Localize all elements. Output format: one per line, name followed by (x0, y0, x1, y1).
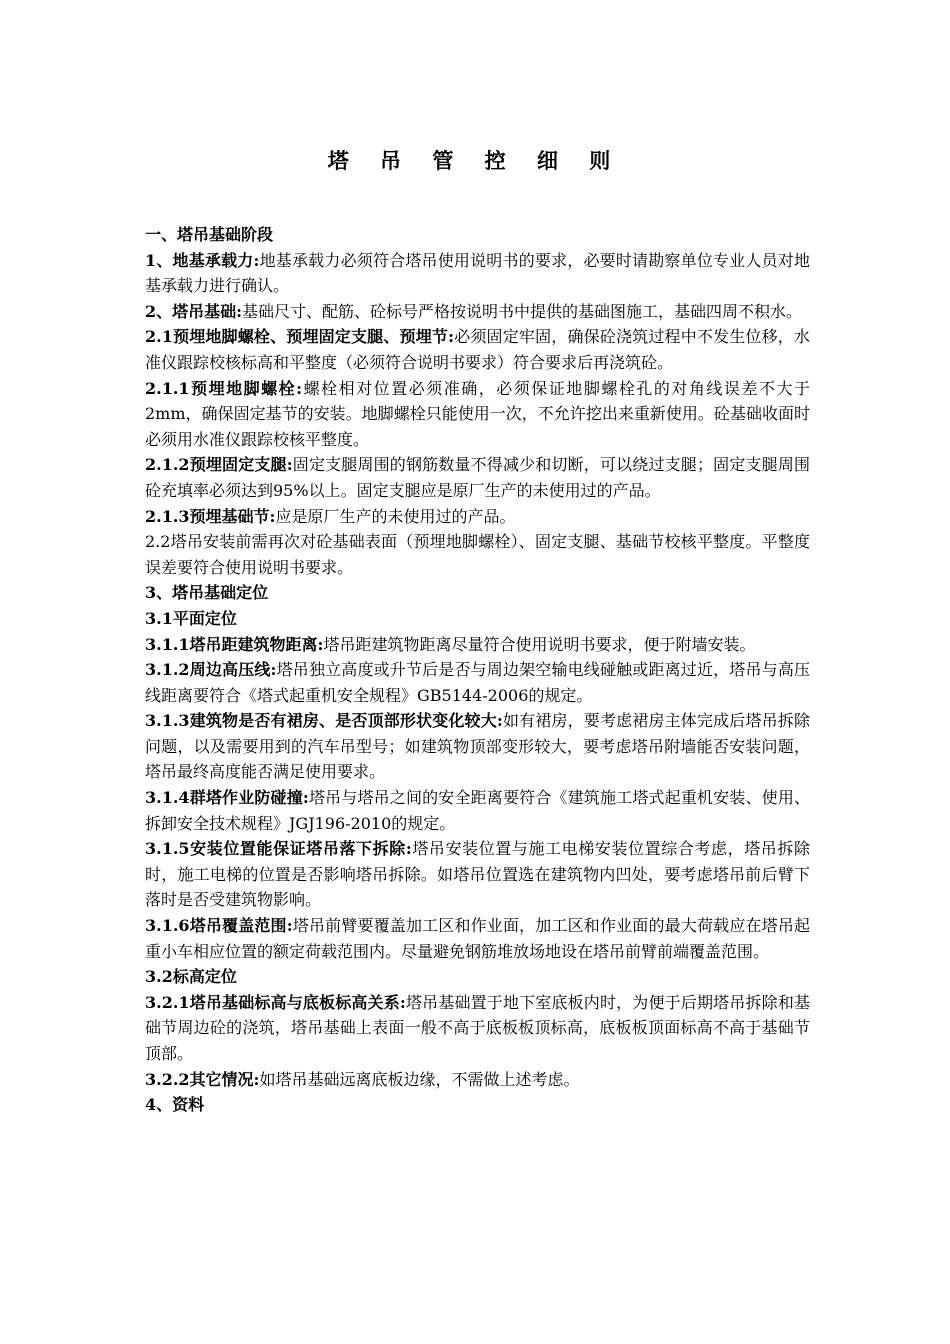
paragraph-text: 必须固定牢固，确保砼浇筑过程中不发生位移，水准仪跟踪校核标高和平整度（必须符合说明书要求）符合要求后再浇筑砼。 (145, 327, 810, 372)
paragraph-text: 2.2塔吊安装前需再次对砼基础表面（预埋地脚螺栓）、固定支腿、基础节校核平整度。平整度误差要符合使用说明书要求。 (145, 532, 810, 577)
paragraph-text: 塔吊基础置于地下室底板内时，为便于后期塔吊拆除和基础节周边砼的浇筑，塔吊基础上表面一般不高于底板板顶标高，底板板顶面标高不高于基础节顶部。 (145, 992, 810, 1063)
paragraph-heading: 3.1.5安装位置能保证塔吊落下拆除: (145, 839, 412, 859)
paragraph-heading: 3.1.3建筑物是否有裙房、是否顶部形状变化较大: (145, 711, 503, 731)
paragraph-3-1-5 (145, 836, 810, 913)
paragraph-2-1-2 (145, 452, 810, 503)
paragraph-1 (145, 248, 810, 299)
paragraph-section-4 (145, 1092, 810, 1118)
paragraph-text: 塔吊安装位置与施工电梯安装位置综合考虑，塔吊拆除时，施工电梯的位置是否影响塔吊拆除。如塔吊位置选在建筑物内凹处，要考虑塔吊前后臂下落时是否受建筑物影响。 (145, 839, 810, 910)
paragraph-text: 塔吊与塔吊之间的安全距离要符合《建筑施工塔式起重机安装、使用、拆卸安全技术规程》JGJ196-2010的规定。 (145, 788, 810, 833)
paragraph-text: 如有裙房，要考虑裙房主体完成后塔吊拆除问题，以及需要用到的汽车吊型号；如建筑物顶部变形较大，要考虑塔吊附墙能否安装问题，塔吊最终高度能否满足使用要求。 (145, 711, 810, 782)
paragraph-heading: 2.1.1预埋地脚螺栓: (145, 378, 303, 398)
paragraph-text: 地基承载力必须符合塔吊使用说明书的要求，必要时请勘察单位专业人员对地基承载力进行确认。 (145, 250, 810, 296)
paragraph-text: 固定支腿周围的钢筋数量不得减少和切断，可以绕过支腿；固定支腿周围砼充填率必须达到95%以上。固定支腿应是原厂生产的未使用过的产品。 (145, 455, 810, 500)
paragraph-heading: 3.1.6塔吊覆盖范围: (145, 916, 293, 936)
paragraph-heading: 3.2.1塔吊基础标高与底板标高关系: (145, 992, 406, 1012)
paragraph-heading: 3.1.1塔吊距建筑物距离: (145, 634, 324, 654)
paragraph-heading: 3.2.2其它情况: (145, 1069, 260, 1089)
paragraph-3-1-4 (145, 785, 810, 836)
paragraph-3-2-1 (145, 990, 810, 1067)
paragraph-text: 塔吊前臂要覆盖加工区和作业面，加工区和作业面的最大荷载应在塔吊起重小车相应位置的额定荷载范围内。尽量避免钢筋堆放场地设在塔吊前臂前端覆盖范围。 (145, 916, 810, 961)
paragraph-3-1-3 (145, 708, 810, 785)
paragraph-text: 基础尺寸、配筋、砼标号严格按说明书中提供的基础图施工，基础四周不积水。 (242, 301, 803, 321)
paragraph-3-1-2 (145, 657, 810, 708)
paragraph-heading: 3.2标高定位 (145, 967, 237, 987)
paragraph-text: 螺栓相对位置必须准确，必须保证地脚螺栓孔的对角线误差不大于2mm，确保固定基节的安装。地脚螺栓只能使用一次，不允许挖出来重新使用。砼基础收面时必须用水准仪跟踪校核平整度。 (145, 378, 810, 449)
document-title: 塔 吊 管 控 细 则 (327, 148, 623, 173)
paragraph-heading: 4、资料 (145, 1095, 205, 1115)
paragraph-heading: 3.1平面定位 (145, 608, 237, 628)
paragraph-text: 如塔吊基础远离底板边缘，不需做上述考虑。 (259, 1069, 580, 1089)
paragraph-heading: 一、塔吊基础阶段 (145, 225, 274, 244)
paragraph-heading: 2.1.2预埋固定支腿: (145, 455, 293, 475)
paragraph-text: 应是原厂生产的未使用过的产品。 (275, 506, 516, 526)
paragraph-2-1-3 (145, 504, 810, 530)
document-body (145, 222, 810, 1118)
paragraph-text: 塔吊距建筑物距离尽量符合使用说明书要求，便于附墙安装。 (323, 634, 756, 654)
paragraph-2 (145, 299, 810, 325)
paragraph-3-2-2 (145, 1067, 810, 1093)
paragraph-text: 塔吊独立高度或升节后是否与周边架空输电线碰触或距离过近，塔吊与高压线距离要符合《塔式起重机安全规程》GB5144-2006的规定。 (145, 660, 810, 705)
paragraph-heading: 3、塔吊基础定位 (145, 583, 269, 603)
paragraph-3-1-1 (145, 632, 810, 658)
paragraph-heading: 2.1.3预埋基础节: (145, 506, 276, 526)
paragraph-heading: 1、地基承载力: (145, 250, 260, 270)
paragraph-heading: 2、塔吊基础: (145, 301, 243, 321)
paragraph-3-1-6 (145, 913, 810, 964)
paragraph-section-1 (145, 222, 810, 248)
paragraph-heading: 3.1.4群塔作业防碰撞: (145, 788, 309, 808)
paragraph-section-3 (145, 580, 810, 606)
paragraph-2-1-1 (145, 376, 810, 453)
paragraph-2-1 (145, 324, 810, 375)
paragraph-3-2 (145, 964, 810, 990)
paragraph-2-2 (145, 529, 810, 580)
paragraph-3-1 (145, 606, 810, 632)
paragraph-heading: 3.1.2周边高压线: (145, 660, 277, 680)
paragraph-heading: 2.1预埋地脚螺栓、预埋固定支腿、预埋节: (145, 327, 454, 347)
